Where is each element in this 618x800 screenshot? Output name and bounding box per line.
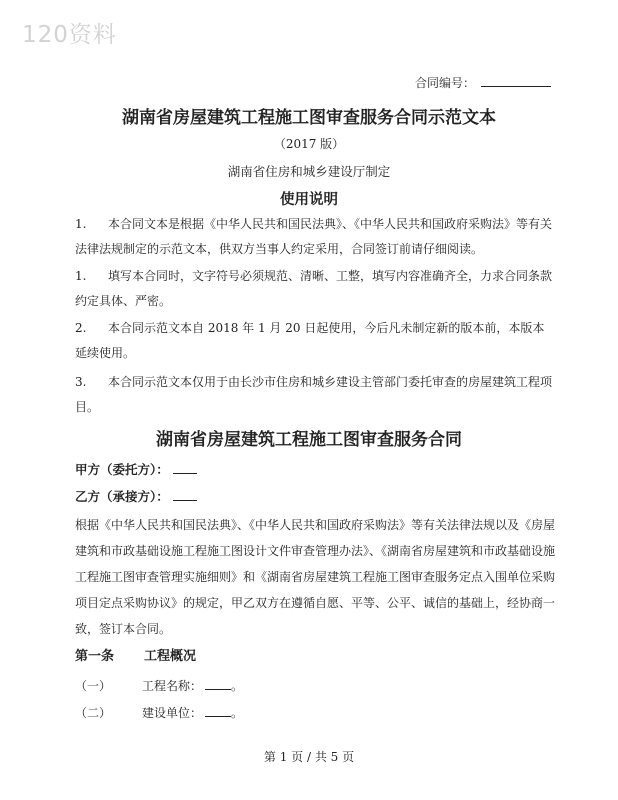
contract-number-label: 合同编号： — [415, 76, 476, 90]
article-item — [75, 677, 375, 693]
item-blank — [205, 677, 231, 690]
instruction-number: 2. — [75, 321, 87, 335]
page-footer: 第 1 页 / 共 5 页 — [263, 750, 355, 764]
document-title: 湖南省房屋建筑工程施工图审查服务合同示范文本 — [122, 108, 496, 128]
party-a — [75, 460, 197, 478]
instruction-text: 本合同文本是根据《中华人民共和国民法典》、《中华人民共和国政府采购法》等有关法律法规制定的示范文本，供双方当事人约定采用，合同签订前请仔细阅读。 — [75, 217, 553, 256]
item-label: 工程名称： — [142, 679, 203, 693]
contract-number-blank — [481, 74, 551, 87]
instructions-heading: 使用说明 — [280, 191, 338, 208]
item-field — [142, 677, 243, 694]
item-label: 建设单位： — [142, 706, 203, 720]
version-label: （2017 版） — [273, 137, 345, 151]
issuer-label: 湖南省住房和城乡建设厅制定 — [227, 164, 391, 179]
instruction-item — [75, 264, 555, 314]
party-b-blank — [173, 488, 197, 501]
instruction-item — [75, 370, 555, 420]
instruction-item — [75, 212, 555, 262]
item-index: （二） — [75, 706, 112, 720]
instruction-number: 1. — [75, 269, 87, 283]
instruction-number: 3. — [75, 375, 87, 389]
article-number: 第一条 — [75, 649, 115, 664]
article-heading — [75, 645, 196, 664]
item-index: （一） — [75, 679, 112, 693]
instruction-number: 1. — [75, 217, 87, 231]
contract-title: 湖南省房屋建筑工程施工图审查服务合同 — [156, 430, 462, 450]
article-item — [75, 704, 375, 720]
article-title: 工程概况 — [144, 649, 197, 664]
item-suffix: 。 — [231, 706, 244, 720]
party-b-label: 乙方（承接方）： — [75, 489, 169, 504]
contract-preamble: 根据《中华人民共和国民法典》、《中华人民共和国政府采购法》等有关法律法规以及《房屋建筑和市政基础设施工程施工图设计文件审查管理办法》、《湖南省房屋建筑和市政基础设施工程施工图审查管理实施细则》和《湖南省房屋建筑工程施工图审查服务定点入围单位采购项目定点采购协议》的规定，甲乙双方在遵循自愿、平等、公平、诚信的基础上，经协商一致，签订本合同。 — [75, 518, 556, 636]
item-field — [142, 704, 243, 721]
party-b — [75, 487, 197, 505]
item-suffix: 。 — [231, 679, 244, 693]
instruction-text: 本合同示范文本仅用于由长沙市住房和城乡建设主管部门委托审查的房屋建筑工程项目。 — [75, 375, 553, 414]
instruction-item — [75, 316, 555, 366]
party-a-blank — [173, 461, 197, 474]
instruction-text: 填写本合同时，文字符号必须规范、清晰、工整，填写内容准确齐全，力求合同条款约定具体、严密。 — [75, 269, 553, 308]
contract-number — [415, 74, 551, 91]
instruction-text: 本合同示范文本自 2018 年 1 月 20 日起使用，今后凡未制定新的版本前，本版本延续使用。 — [75, 321, 545, 360]
party-a-label: 甲方（委托方）： — [75, 462, 169, 477]
item-blank — [205, 704, 231, 717]
watermark: 120资料 — [22, 22, 117, 48]
